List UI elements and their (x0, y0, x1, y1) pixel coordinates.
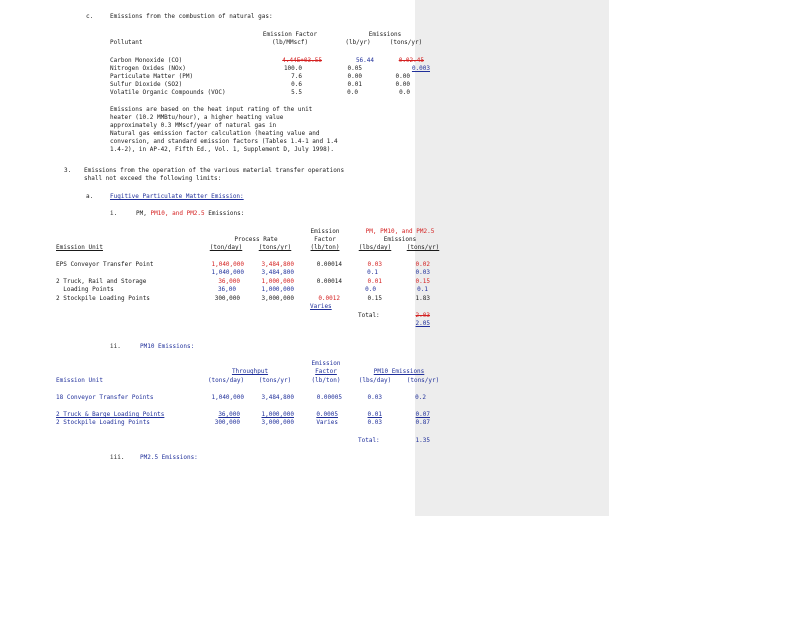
ii-lbd-header: (lbs/day) (358, 377, 392, 384)
ef-co: 4.44E+03.55 (282, 57, 322, 64)
table-cell: 0.2 (415, 394, 426, 401)
table-cell: 0.0012 (318, 295, 340, 302)
pollutant-voc: Volatile Organic Compounds (VOC) (110, 89, 226, 96)
table-cell: 1,000,000 (261, 411, 294, 418)
i-total-label: Total: (358, 312, 380, 319)
pollutant-pm: Particulate Matter (PM) (110, 73, 194, 80)
tpy-nox: 0.003 (411, 65, 430, 72)
ii-unit-header: Emission Unit (56, 377, 103, 384)
ii-tp-header: Throughput (231, 368, 269, 375)
table-cell: 0.15 (367, 295, 382, 302)
table-row: 2 Stockpile Loading Points (56, 419, 150, 426)
subsection-ii-title: PM10 Emissions: (140, 343, 195, 350)
table-cell: 3,000,000 (261, 295, 294, 302)
section-3-label: 3. (64, 167, 72, 174)
table-cell: 3,484,800 (261, 261, 294, 268)
ii-total-label: Total: (358, 437, 380, 444)
table-row: 18 Conveyor Transfer Points (56, 394, 154, 401)
table-row: 2 Stockpile Loading Points (56, 295, 150, 302)
table-cell: 0.87 (415, 419, 430, 426)
section-3-text: Emissions from the operation of the various material transfer operations (84, 167, 345, 174)
table-cell: 3,484,800 (261, 394, 294, 401)
ef-voc: 5.5 (291, 89, 302, 96)
lbyr-pm: 0.00 (347, 73, 362, 80)
tpy-so2: 0.00 (395, 81, 410, 88)
table-cell: 1,000,000 (261, 286, 294, 293)
ef-varies-label: Varies (310, 303, 332, 310)
pollutant-so2: Sulfur Dioxide (SO2) (110, 81, 183, 88)
ii-em-header: PM10 Emissions (373, 368, 425, 375)
table-cell: 3,000,000 (261, 419, 294, 426)
table-cell: 36,000 (218, 411, 240, 418)
table-cell: 0.07 (415, 411, 430, 418)
i-ef-header: Emission (310, 228, 340, 235)
table-cell: 0.1 (417, 286, 428, 293)
ef-nox: 100.0 (283, 65, 302, 72)
ii-tons-header: (tons/yr) (406, 377, 440, 384)
i-tons-header: (tons/yr) (406, 244, 440, 251)
table-cell: 1,000,000 (261, 278, 294, 285)
i-tpd-header: (ton/day) (209, 244, 243, 251)
table-row: 2 Truck, Rail and Storage (56, 278, 147, 285)
table-cell: 0.03 (367, 261, 382, 268)
subsection-ii-label: ii. (110, 343, 121, 350)
pollutant-nox: Nitrogen Oxides (NOx) (110, 65, 186, 72)
ii-ef-header: Emission (311, 360, 341, 367)
table-row: Loading Points (56, 286, 114, 293)
i-unit-header: Emission Unit (56, 244, 103, 251)
table-cell: 0.1 (367, 269, 378, 276)
table-cell: 1,040,000 (211, 269, 244, 276)
ef-pm: 7.6 (291, 73, 302, 80)
table-cell: 300,000 (214, 295, 240, 302)
section-3-text: shall not exceed the following limits: (84, 175, 222, 182)
subsection-i-label: i. (110, 210, 118, 217)
table-cell: 1.83 (415, 295, 430, 302)
table-cell: Varies (316, 419, 338, 426)
table-cell: 0.0 (365, 286, 376, 293)
ii-total-value: 1.35 (415, 437, 430, 444)
table-cell: 0.03 (415, 269, 430, 276)
section-c-title: Emissions from the combustion of natural gas: (110, 13, 273, 20)
note-line: Natural gas emission factor calculation (heating value and (110, 130, 320, 137)
table-cell: 0.01 (367, 411, 382, 418)
ef-unit-header: (lb/MMscf) (271, 39, 309, 46)
table-cell: 300,000 (214, 419, 240, 426)
i-lbd-header: (lbs/day) (358, 244, 392, 251)
ii-tpd-header: (tons/day) (207, 377, 245, 384)
tpy-co: 0.02.45 (398, 57, 424, 64)
emissions-header: Emissions (368, 31, 402, 38)
table-cell: 0.03 (367, 419, 382, 426)
pollutant-header: Pollutant (110, 39, 143, 46)
lbyr-nox: 0.05 (347, 65, 362, 72)
table-cell: 1,040,000 (211, 261, 244, 268)
section-c-label: c. (86, 13, 94, 20)
table-cell: 1,040,000 (211, 394, 244, 401)
i-tpy-header: (tons/yr) (258, 244, 292, 251)
i-total-old: 2.03 (415, 312, 430, 319)
table-cell: 36,000 (218, 278, 240, 285)
table-cell: 0.0005 (316, 411, 338, 418)
i-pm-sub: Emissions (383, 236, 417, 243)
note-line: approximately 0.3 MMscf/year of natural gas in (110, 122, 277, 129)
tpy-pm: 0.00 (395, 73, 410, 80)
ii-ef-unit: (lb/ton) (311, 377, 341, 384)
i-tp-header: Process Rate (234, 236, 278, 243)
pollutant-co: Carbon Monoxide (CO) (110, 57, 183, 64)
lbyr-voc: 0.0 (347, 89, 358, 96)
table-cell: 0.15 (415, 278, 430, 285)
i-pm-header: PM, PM10, and PM2.5 (365, 228, 435, 235)
note-line: conversion, and standard emission factors (Tables 1.4-1 and 1.4 (110, 138, 338, 145)
table-cell: 0.00014 (316, 278, 342, 285)
table-cell: 0.02 (415, 261, 430, 268)
table-cell: 0.00014 (316, 261, 342, 268)
subsection-iii-label: iii. (110, 454, 125, 461)
gray-margin-panel (415, 0, 609, 516)
i-total-new: 2.05 (415, 320, 430, 327)
i-ef-unit: (lb/ton) (310, 244, 340, 251)
table-cell: 0.01 (367, 278, 382, 285)
table-cell: 36,00 (217, 286, 236, 293)
ii-tpy-header: (tons/yr) (258, 377, 292, 384)
subsection-iii-title: PM2.5 Emissions: (140, 454, 198, 461)
table-row: EPS Conveyor Transfer Point (56, 261, 154, 268)
lbyr-header: (lb/yr) (345, 39, 371, 46)
i-ef-sub: Factor (314, 236, 336, 243)
subsection-i-title: PM, PM10, and PM2.5 Emissions: (136, 210, 245, 217)
note-line: heater (10.2 MMBtu/hour), a higher heating value (110, 114, 284, 121)
note-line: Emissions are based on the heat input rating of the unit (110, 106, 313, 113)
ii-ef-sub: Factor (315, 368, 337, 375)
subsection-a-label: a. (86, 193, 94, 200)
ef-header: Emission Factor (262, 31, 318, 38)
tpy-header: (tons/yr) (389, 39, 423, 46)
table-cell: 0.00005 (316, 394, 342, 401)
table-cell: 3,484,800 (261, 269, 294, 276)
lbyr-co: 56.44 (355, 57, 374, 64)
table-cell: 0.03 (367, 394, 382, 401)
table-row: 2 Truck & Barge Loading Points (56, 411, 165, 418)
note-line: 1.4-2), in AP-42, Fifth Ed., Vol. 1, Supplement D, July 1998). (110, 146, 334, 153)
subsection-a-title: Fugitive Particulate Matter Emission: (110, 193, 244, 200)
tpy-voc: 0.0 (399, 89, 410, 96)
lbyr-so2: 0.01 (347, 81, 362, 88)
ef-so2: 0.6 (291, 81, 302, 88)
